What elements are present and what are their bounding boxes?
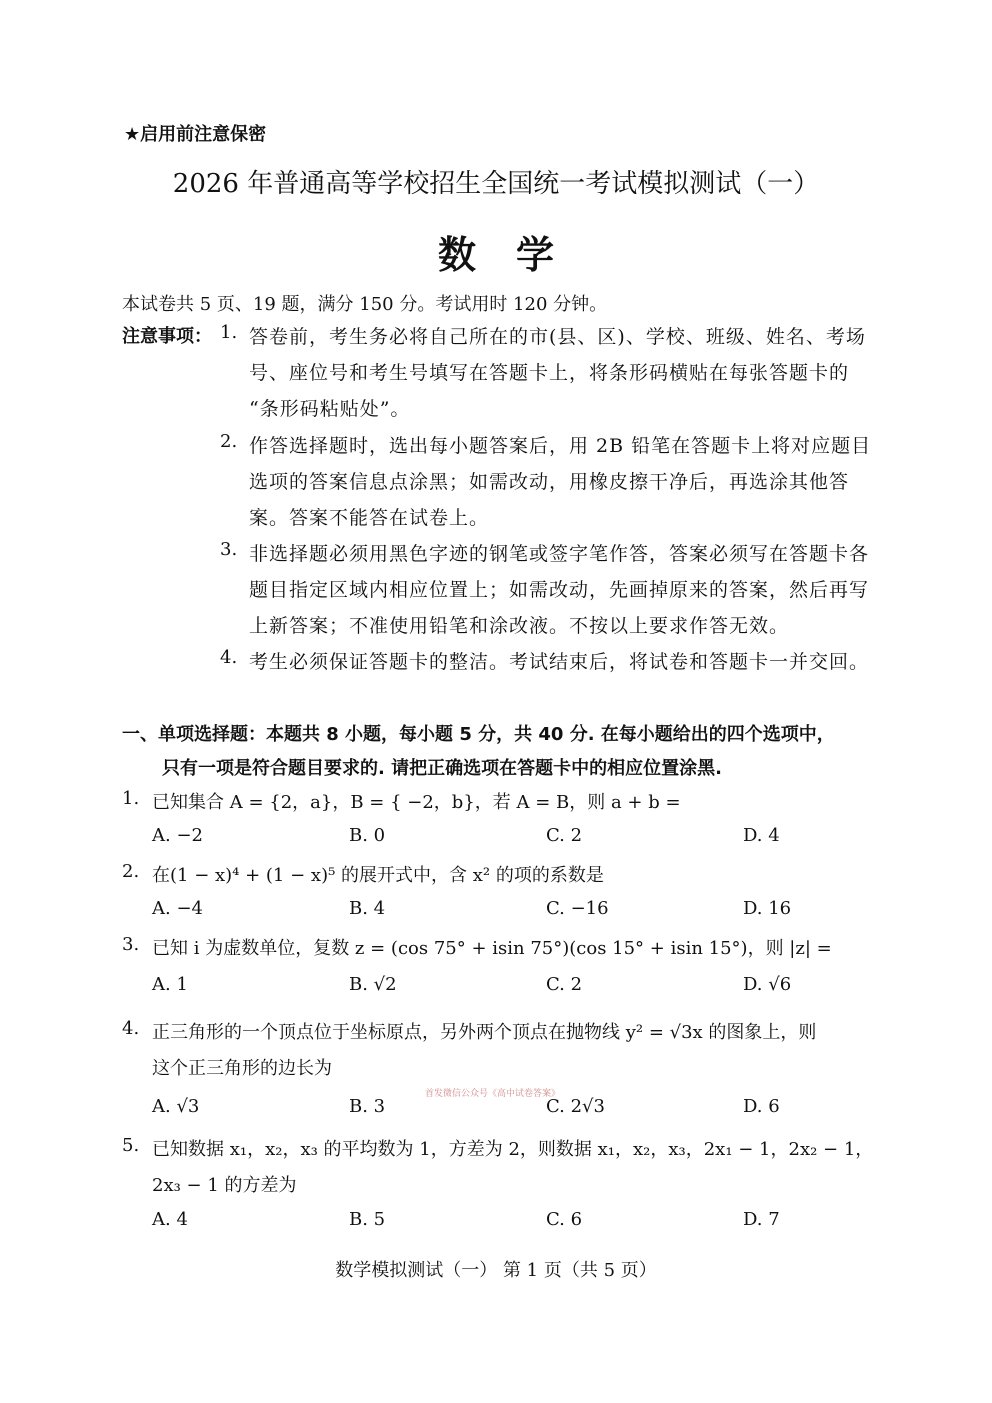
option-b: B. 4 (349, 898, 386, 919)
question-text: 在(1 − x)⁴ + (1 − x)⁵ 的展开式中，含 x² 的项的系数是 (152, 865, 604, 886)
note-line: 号、座位号和考生号填写在答题卡上，将条形码横贴在每张答题卡的 (249, 362, 850, 384)
exam-intro: 本试卷共 5 页、19 题，满分 150 分。考试用时 120 分钟。 (122, 294, 608, 315)
option-a: A. −4 (152, 898, 203, 919)
option-d: D. 7 (743, 1209, 780, 1230)
exam-title: 2026 年普通高等学校招生全国统一考试模拟测试（一） (172, 169, 820, 199)
option-a: A. 4 (152, 1209, 188, 1230)
note-line: 答卷前，考生务必将自己所在的市(县、区)、学校、班级、姓名、考场 (249, 326, 866, 348)
option-d: D. 4 (743, 825, 780, 846)
option-d: D. 6 (743, 1096, 780, 1117)
note-line: 作答选择题时，选出每小题答案后，用 2B 铅笔在答题卡上将对应题目 (249, 435, 872, 457)
option-a: A. √3 (152, 1096, 200, 1117)
section-heading: 一、单项选择题：本题共 8 小题，每小题 5 分，共 40 分. 在每小题给出的四个选项中， (122, 724, 835, 745)
question-text: 正三角形的一个顶点位于坐标原点，另外两个顶点在抛物线 y² = √3x 的图象上，则 (152, 1022, 817, 1043)
note-line: “条形码粘贴处”。 (249, 398, 411, 420)
option-b: B. 0 (349, 825, 386, 846)
page-footer: 数学模拟测试（一） 第 1 页（共 5 页） (335, 1260, 657, 1281)
option-c: C. 6 (546, 1209, 583, 1230)
question-text: 已知数据 x₁，x₂，x₃ 的平均数为 1，方差为 2，则数据 x₁，x₂，x₃，2x₁ − 1，2x₂ − 1， (152, 1139, 874, 1160)
section-heading-cont: 只有一项是符合题目要求的. 请把正确选项在答题卡中的相应位置涂黑. (162, 758, 722, 779)
option-c: C. 2√3 (546, 1096, 605, 1117)
option-d: D. √6 (743, 974, 792, 995)
question-text: 已知集合 A = {2，a}，B = { −2，b}，若 A = B，则 a + b = (152, 792, 681, 813)
subject-title: 数学 (437, 233, 594, 277)
note-number: 1. (220, 322, 238, 343)
note-line: 案。答案不能答在试卷上。 (249, 507, 490, 529)
option-c: C. −16 (546, 898, 609, 919)
question-text: 已知 i 为虚数单位，复数 z = (cos 75° + isin 75°)(cos 15° + isin 15°)，则 |z| = (152, 938, 832, 959)
option-b: B. 5 (349, 1209, 386, 1230)
note-line: 题目指定区域内相应位置上；如需改动，先画掉原来的答案，然后再写 (249, 579, 870, 601)
notes-label: 注意事项： (122, 326, 212, 347)
option-b: B. √2 (349, 974, 397, 995)
option-c: C. 2 (546, 974, 583, 995)
note-line: 上新答案；不准使用铅笔和涂改液。不按以上要求作答无效。 (249, 615, 790, 637)
question-number: 1. (122, 788, 140, 809)
question-number: 5. (122, 1135, 140, 1156)
question-text-cont: 2x₃ − 1 的方差为 (152, 1175, 297, 1196)
watermark: 首发微信公众号《高中试卷答案》 (425, 1089, 561, 1099)
note-line: 选项的答案信息点涂黑；如需改动，用橡皮擦干净后，再选涂其他答 (249, 471, 850, 493)
option-b: B. 3 (349, 1096, 386, 1117)
note-number: 4. (220, 647, 238, 668)
note-line: 考生必须保证答题卡的整洁。考试结束后，将试卷和答题卡一并交回。 (249, 651, 870, 673)
option-a: A. −2 (152, 825, 203, 846)
option-d: D. 16 (743, 898, 792, 919)
note-line: 非选择题必须用黑色字迹的钢笔或签字笔作答，答案必须写在答题卡各 (249, 543, 870, 565)
note-number: 2. (220, 431, 238, 452)
question-number: 3. (122, 934, 140, 955)
option-c: C. 2 (546, 825, 583, 846)
option-a: A. 1 (152, 974, 188, 995)
question-number: 4. (122, 1018, 140, 1039)
question-number: 2. (122, 861, 140, 882)
confidential-notice: ★启用前注意保密 (124, 124, 267, 145)
question-text-cont: 这个正三角形的边长为 (152, 1058, 332, 1079)
note-number: 3. (220, 539, 238, 560)
